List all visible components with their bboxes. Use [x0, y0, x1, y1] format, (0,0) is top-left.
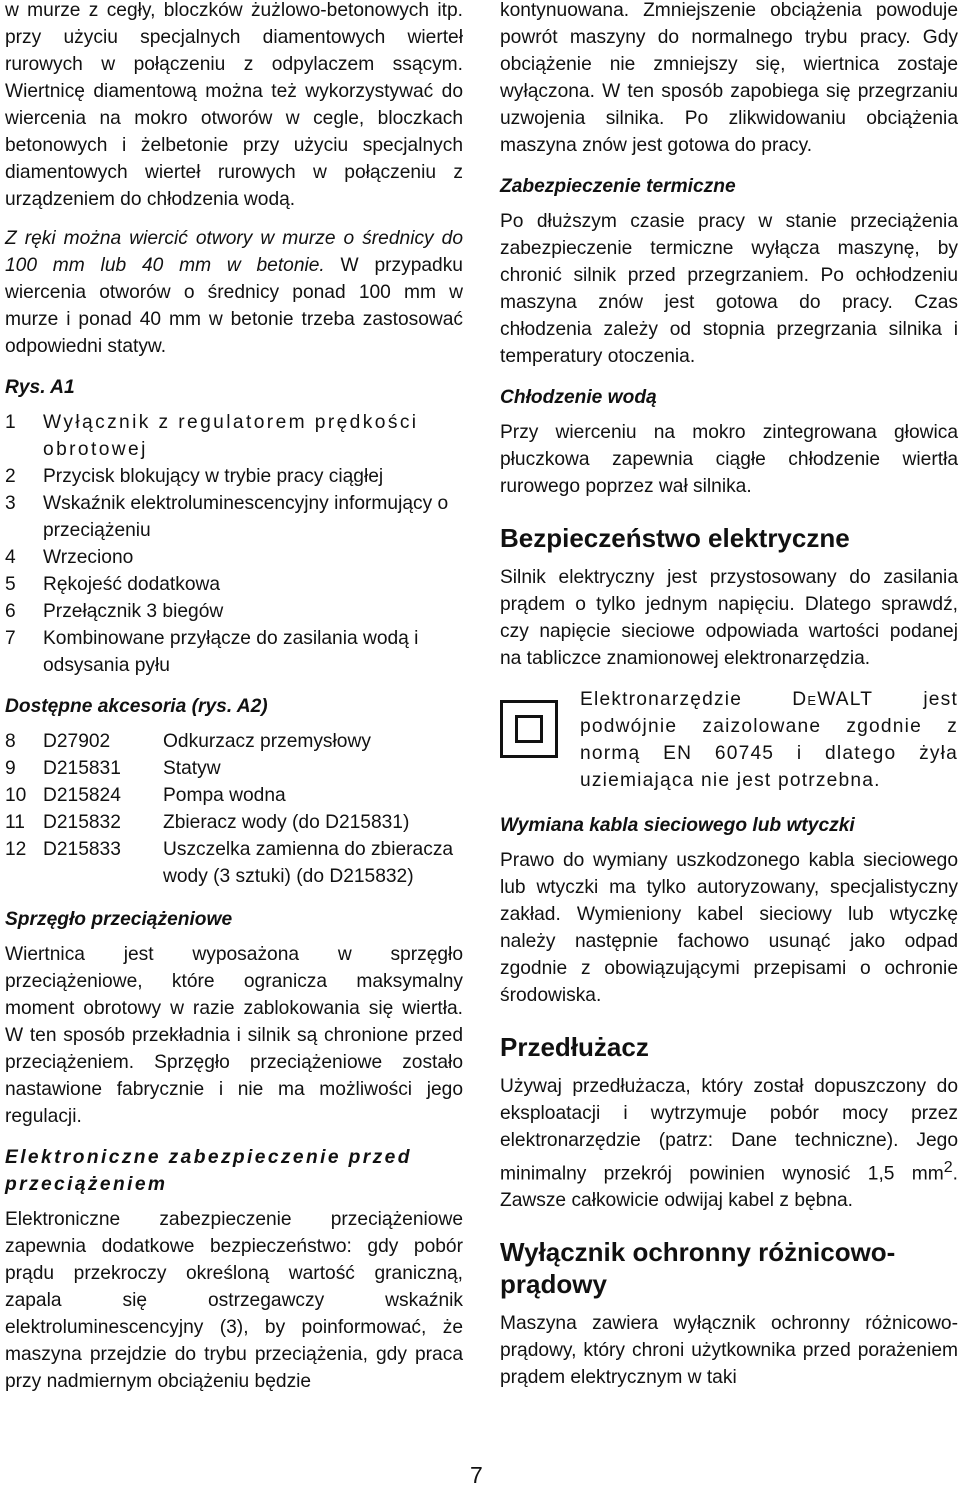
accessory-row: [5, 782, 463, 809]
double-insulation-block: [500, 686, 958, 794]
accessory-code: D215831: [43, 758, 121, 779]
list-item-text: Kombinowane przyłącze do zasilania wodą i odsysania pyłu: [43, 628, 419, 676]
list-item-number: 4: [5, 547, 16, 568]
list-item: [5, 463, 463, 490]
intro-paragraph: w murze z cegły, bloczków żużlowo-betonowych itp. przy użyciu specjalnych diamentowych wierteł rurowych w połączeniu z odpylaczem ssącym. Wiertnicę diamentową można też wykorzystywać do wiercenia na mokro otworów w cegle, bloczkach betonowych i żelbetonie przy użyciu specjalnych diamentowych wierteł rurowych w połączeniu z urządzeniem do chłodzenia wodą.: [5, 0, 463, 210]
handheld-rest-text: W przypadku wiercenia otworów o średnicy ponad 100 mm w murze i ponad 40 mm w betonie trzeba zastosować odpowiedni statyw.: [5, 255, 463, 357]
water-cooling-heading: Chłodzenie wodą: [500, 387, 657, 408]
thermal-protection-heading: Zabezpieczenie termiczne: [500, 176, 736, 197]
accessory-code: D27902: [43, 731, 111, 752]
accessory-description: Pompa wodna: [163, 785, 286, 806]
overload-clutch-paragraph: Wiertnica jest wyposażona w sprzęgło przeciążeniowe, które ogranicza maksymalny moment obrotowy w razie zablokowania się wiertła. W ten sposób przekładnia i silnik są chronione przed przeciążeniem. Sprzęgło przeciążeniowe zostało nastawione fabrycznie i nie ma możliwości jego regulacji.: [5, 944, 463, 1127]
accessories-heading: Dostępne akcesoria (rys. A2): [5, 696, 268, 717]
accessory-code: D215833: [43, 839, 121, 860]
list-item-number: 6: [5, 601, 16, 622]
double-insulation-pre: Elektronarzędzie D: [580, 689, 808, 710]
extension-cord-text-end: . Zawsze całkowicie odwijaj kabel z bębna.: [500, 1163, 958, 1212]
cable-replacement-heading: Wymiana kabla sieciowego lub wtyczki: [500, 815, 855, 836]
electronic-protection-heading: Elektroniczne zabezpieczenie przed przeciążeniem: [5, 1147, 412, 1195]
extension-cord-heading: Przedłużacz: [500, 1032, 649, 1062]
list-item-text: Przełącznik 3 biegów: [43, 601, 224, 622]
accessory-row: [5, 836, 463, 890]
accessory-description: Zbieracz wody (do D215831): [163, 812, 410, 833]
list-item: [5, 409, 463, 463]
accessory-code: D215832: [43, 812, 121, 833]
accessory-row: [5, 755, 463, 782]
figure-a1-list: [5, 409, 463, 679]
accessory-row: [5, 809, 463, 836]
page-number: 7: [470, 1462, 483, 1488]
list-item: [5, 490, 463, 544]
handheld-paragraph: [5, 225, 463, 360]
list-item-number: 3: [5, 493, 16, 514]
accessory-row: [5, 728, 463, 755]
accessory-number: 12: [5, 839, 27, 860]
list-item-number: 5: [5, 574, 16, 595]
list-item: [5, 625, 463, 679]
accessory-description: Uszczelka zamienna do zbieracza wody (3 sztuki) (do D215832): [163, 839, 454, 887]
overload-clutch-heading: Sprzęgło przeciążeniowe: [5, 909, 233, 930]
accessory-number: 8: [5, 731, 16, 752]
list-item-text: Wskaźnik elektroluminescencyjny informujący o przeciążeniu: [43, 493, 449, 541]
list-item-text: Wyłącznik z regulatorem prędkości obrotowej: [43, 412, 419, 460]
list-item: [5, 571, 463, 598]
thermal-protection-paragraph: Po dłuższym czasie pracy w stanie przeciążenia zabezpieczenie termiczne wyłącza maszynę, by chronić silnik przed przegrzaniem. Po ochłodzeniu maszyna znów jest gotowa do pracy. Czas chłodzenia zależy od stopnia przegrzania silnika i temperatury otoczenia.: [500, 211, 958, 367]
brand-name: eWALT: [807, 689, 874, 710]
list-item: [5, 544, 463, 571]
water-cooling-paragraph: Przy wierceniu na mokro zintegrowana głowica płuczkowa zapewnia ciągłe chłodzenie wiertła rurowego poprzez wał silnika.: [500, 422, 958, 497]
accessory-description: Odkurzacz przemysłowy: [163, 731, 371, 752]
list-item-text: Przycisk blokujący w trybie pracy ciągłej: [43, 466, 384, 487]
list-item: [5, 598, 463, 625]
accessory-description: Statyw: [163, 758, 221, 779]
continuation-paragraph: kontynuowana. Zmniejszenie obciążenia powoduje powrót maszyny do normalnego trybu pracy. Gdy obciążenie nie zmniejszy się, wiertnica zostaje wyłączona. W ten sposób zapobiega się przegrzaniu uzwojenia silnika. Po zlikwidowaniu obciążenia maszyna znów jest gotowa do pracy.: [500, 0, 958, 156]
handheld-italic-text: Z ręki można wiercić otwory w murze o średnicy do 100 mm lub 40 mm w betonie.: [5, 228, 463, 276]
accessory-number: 10: [5, 785, 27, 806]
left-column: [5, 0, 463, 1407]
figure-a1-heading: Rys. A1: [5, 377, 75, 398]
electronic-protection-paragraph: Elektroniczne zabezpieczenie przeciążeniowe zapewnia dodatkowe bezpieczeństwo: gdy pobór prądu przekroczy określoną wartość graniczną, zapala się ostrzegawczy wskaźnik elektroluminescencyjny (3), by poinformować, że maszyna przejdzie do trybu przeciążenia, gdy praca przy nadmiernym obciążeniu będzie: [5, 1209, 463, 1392]
accessory-code: D215824: [43, 785, 121, 806]
accessories-list: [5, 728, 463, 890]
list-item-number: 7: [5, 628, 16, 649]
double-insulation-icon: [500, 700, 558, 758]
extension-cord-paragraph: [500, 1073, 958, 1214]
accessory-number: 11: [5, 812, 25, 833]
superscript-two: 2: [943, 1159, 953, 1176]
double-insulation-inner-square: [515, 715, 543, 743]
double-insulation-text: [580, 686, 958, 794]
list-item-text: Wrzeciono: [43, 547, 134, 568]
double-insulation-post: jest podwójnie zaizolowane zgodnie z normą EN 60745 i dlatego żyła uziemiająca nie jest potrzebna.: [580, 689, 958, 791]
rcd-paragraph: Maszyna zawiera wyłącznik ochronny różnicowo-prądowy, który chroni użytkownika przed porażeniem prądem elektrycznym w taki: [500, 1313, 958, 1389]
list-item-number: 1: [5, 412, 16, 433]
accessory-number: 9: [5, 758, 16, 779]
cable-replacement-paragraph: Prawo do wymiany uszkodzonego kabla sieciowego lub wtyczki ma tylko autoryzowany, specjalistyczny zakład. Wymieniony kabel sieciowy lub wtyczkę należy następnie fachowo usunąć jako odpad zgodnie z obowiązującymi przepisami o ochronie środowiska.: [500, 850, 958, 1006]
extension-cord-text: Używaj przedłużacza, który został dopuszczony do eksploatacji i wytrzymuje pobór mocy przez elektronarzędzie (patrz: Dane techniczne). Jego minimalny przekrój powinien wynosić 1,5 mm: [500, 1076, 958, 1185]
rcd-heading: Wyłącznik ochronny różnicowo-prądowy: [500, 1237, 896, 1300]
electrical-safety-heading: Bezpieczeństwo elektryczne: [500, 523, 850, 553]
list-item-number: 2: [5, 466, 16, 487]
list-item-text: Rękojeść dodatkowa: [43, 574, 221, 595]
right-column: [500, 0, 958, 1403]
electrical-safety-paragraph: Silnik elektryczny jest przystosowany do zasilania prądem o tylko jednym napięciu. Dlatego sprawdź, czy napięcie sieciowe odpowiada wartości podanej na tabliczce znamionowej elektronarzędzia.: [500, 567, 958, 669]
